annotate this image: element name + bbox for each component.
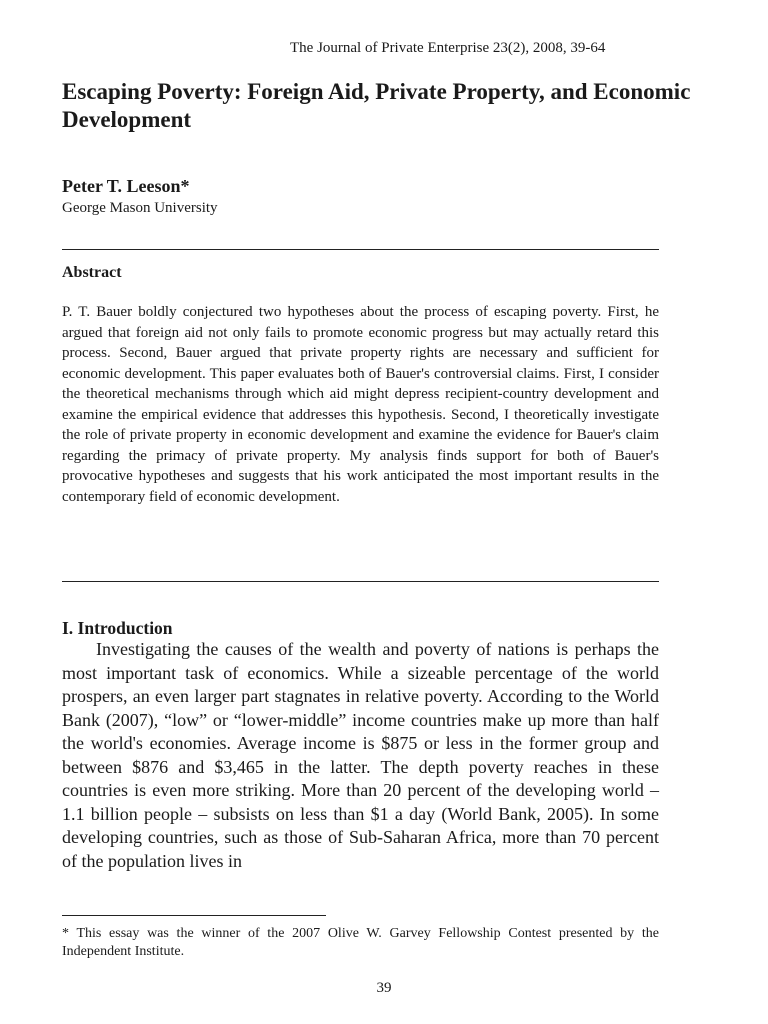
introduction-paragraph: Investigating the causes of the wealth and poverty of nations is perhaps the most important task of economics. While a sizeable percentage of the world prospers, an even larger part stagnates in relative poverty. According to the World Bank (2007), “low” or “lower-middle” income countries make up more than half the world's economies. Average income is $875 or less in the former group and between $876 and $3,465 in the latter. The depth poverty reaches in these countries is even more striking. More than 20 percent of the developing world – 1.1 billion people – subsists on less than $1 a day (World Bank, 2005). In some developing countries, such as those of Sub-Saharan Africa, more than 70 percent of the population lives in (62, 639, 659, 871)
author-name: Peter T. Leeson* (62, 176, 190, 196)
footnote-divider (62, 915, 326, 916)
running-head: The Journal of Private Enterprise 23(2), 2008, 39-64 (290, 40, 606, 56)
abstract-bottom-rule (62, 581, 659, 582)
abstract-top-rule (62, 249, 659, 250)
footnote: * This essay was the winner of the 2007 Olive W. Garvey Fellowship Contest presented by the Independent Institute. (62, 926, 659, 959)
abstract-heading: Abstract (62, 264, 122, 281)
author-affiliation: George Mason University (62, 200, 218, 216)
article-title: Escaping Poverty: Foreign Aid, Private Property, and Economic Development (62, 79, 691, 132)
abstract-text: P. T. Bauer boldly conjectured two hypotheses about the process of escaping poverty. First, he argued that foreign aid not only fails to promote economic progress but may actually retard this process. Second, Bauer argued that private property rights are necessary and sufficient for economic development. This paper evaluates both of Bauer's controversial claims. First, I consider the theoretical mechanisms through which aid might depress recipient-country development and examine the empirical evidence that addresses this hypothesis. Second, I theoretically investigate the role of private property in economic development and examine the evidence for Bauer's claim regarding the primacy of private property. My analysis finds support for both of Bauer's provocative hypotheses and suggests that his work anticipated the most important results in the contemporary field of economic development. (62, 304, 659, 505)
section-heading-introduction: I. Introduction (62, 618, 173, 638)
page-number: 39 (376, 980, 392, 996)
